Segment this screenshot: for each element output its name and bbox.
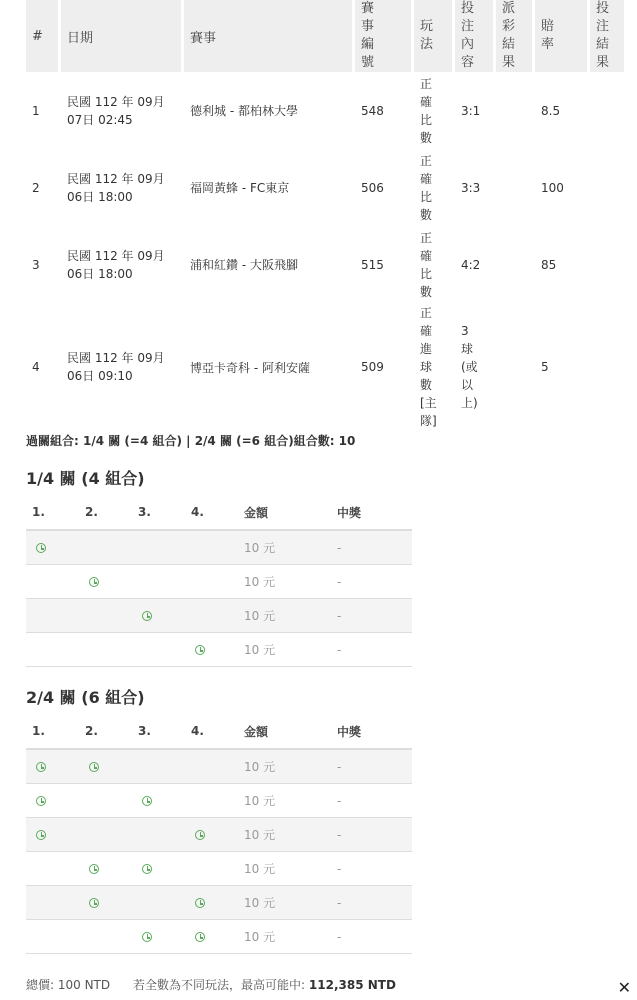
bet-play (414, 149, 452, 226)
combo-row (26, 852, 412, 886)
bet-date-line1: 民國 112 年 09月 (67, 351, 165, 365)
combo-leg-2 (79, 530, 132, 565)
combo-leg-2 (79, 852, 132, 886)
combo-leg-3 (132, 818, 185, 852)
combo-amount: 10 元 (238, 599, 331, 633)
bet-result (590, 226, 624, 303)
section-title-2of4: 2/4 關 (6 組合) (26, 688, 145, 707)
combo-leg-2 (79, 565, 132, 599)
bets-table (23, 0, 627, 431)
combo-leg-3 (132, 565, 185, 599)
col-bet-content (455, 0, 493, 72)
clock-icon (89, 864, 99, 874)
bet-date-line1: 民國 112 年 09月 (67, 248, 165, 263)
col-match: 賽事 (184, 0, 352, 72)
bet-content (455, 72, 493, 149)
clock-icon (195, 932, 205, 942)
combo-leg-1 (26, 530, 79, 565)
combo-leg-3 (132, 633, 185, 667)
bet-payout (496, 303, 532, 431)
bet-content-text: 4:2 (461, 257, 481, 272)
clock-icon (142, 611, 152, 621)
clock-icon (36, 796, 46, 806)
section-title-1of4: 1/4 關 (4 組合) (26, 469, 145, 488)
combo-leg-3 (132, 852, 185, 886)
combo-leg-1 (26, 749, 79, 784)
bet-content (455, 226, 493, 303)
bet-odds: 85 (541, 257, 557, 272)
bet-date (61, 226, 181, 303)
bet-date-line1: 民國 112 年 09月 (67, 94, 165, 109)
combo-row (26, 633, 412, 667)
col-match-no-label: 賽事編號 (361, 1, 375, 70)
bet-match: 福岡黃蜂 - FC東京 (190, 181, 290, 195)
bet-row (26, 149, 624, 226)
combo-col-2: 2. (79, 714, 132, 749)
clock-icon (195, 830, 205, 840)
bet-num: 4 (32, 360, 40, 374)
combo-win: - (331, 784, 412, 818)
bet-odds: 8.5 (541, 103, 561, 118)
bet-num: 3 (32, 257, 40, 272)
combo-col-amount: 金額 (238, 714, 331, 749)
bet-payout (496, 226, 532, 303)
combo-leg-3 (132, 599, 185, 633)
bet-row (26, 72, 624, 149)
combo-leg-1 (26, 599, 79, 633)
combo-header-row (26, 714, 412, 749)
summary-footer (26, 976, 396, 993)
bet-date-line2: 06日 18:00 (67, 266, 133, 281)
combo-body-2of4 (26, 749, 412, 954)
combo-leg-4 (185, 530, 238, 565)
close-icon[interactable]: ✕ (617, 978, 631, 997)
combo-win: - (331, 886, 412, 920)
combo-leg-4 (185, 565, 238, 599)
combo-amount: 10 元 (238, 749, 331, 784)
bet-result (590, 149, 624, 226)
col-bet-result (590, 0, 624, 72)
col-date: 日期 (61, 0, 181, 72)
combo-leg-1 (26, 852, 79, 886)
combo-summary: 過關組合: 1/4 關 (=4 組合) | 2/4 關 (=6 組合)組合數: 10 (26, 434, 356, 448)
combo-col-4: 4. (185, 495, 238, 530)
combo-table-1of4 (26, 495, 412, 667)
combo-leg-3 (132, 920, 185, 954)
combo-leg-3 (132, 784, 185, 818)
bets-header-row (26, 0, 624, 72)
bet-play-text: 正確比數 (420, 153, 433, 222)
bet-num: 1 (32, 103, 40, 118)
clock-icon (195, 645, 205, 655)
col-odds-label: 賠率 (541, 19, 555, 52)
combo-col-2: 2. (79, 495, 132, 530)
combo-leg-1 (26, 886, 79, 920)
bet-play (414, 72, 452, 149)
col-bet-result-label: 投注結果 (596, 1, 610, 70)
bet-content (455, 303, 493, 431)
bet-date-line2: 06日 09:10 (67, 369, 133, 383)
combo-leg-4 (185, 599, 238, 633)
combo-amount: 10 元 (238, 530, 331, 565)
combo-row (26, 886, 412, 920)
combo-win: - (331, 633, 412, 667)
clock-icon (36, 543, 46, 553)
bet-play-text: 正確比數 (420, 230, 433, 299)
combo-amount: 10 元 (238, 818, 331, 852)
combo-col-amount: 金額 (238, 495, 331, 530)
clock-icon (89, 762, 99, 772)
bet-match-no: 509 (361, 360, 384, 374)
combo-amount: 10 元 (238, 633, 331, 667)
bet-num: 2 (32, 180, 40, 195)
combo-col-3: 3. (132, 714, 185, 749)
bet-play-text: 正確比數 (420, 76, 433, 145)
bet-date (61, 303, 181, 431)
col-play-label: 玩法 (420, 19, 434, 52)
max-win-note: 若全數為不同玩法，最高可能中: (133, 978, 306, 992)
combo-win: - (331, 749, 412, 784)
combo-win: - (331, 530, 412, 565)
bet-payout (496, 149, 532, 226)
combo-col-4: 4. (185, 714, 238, 749)
combo-table-2of4 (26, 714, 412, 954)
total-price: 總價: 100 NTD (26, 978, 111, 992)
clock-icon (89, 898, 99, 908)
combo-win: - (331, 599, 412, 633)
combo-row (26, 920, 412, 954)
bet-date (61, 149, 181, 226)
combo-row (26, 749, 412, 784)
combo-leg-2 (79, 818, 132, 852)
clock-icon (36, 762, 46, 772)
combo-leg-4 (185, 749, 238, 784)
col-bet-content-label: 投注內容 (461, 1, 475, 70)
bet-match-no: 506 (361, 180, 384, 195)
bet-date-line2: 07日 02:45 (67, 112, 133, 127)
bet-row (26, 303, 624, 431)
combo-row (26, 784, 412, 818)
combo-leg-2 (79, 749, 132, 784)
combo-col-3: 3. (132, 495, 185, 530)
combo-col-win: 中獎 (331, 495, 412, 530)
bet-odds: 5 (541, 360, 549, 374)
bet-match-no: 515 (361, 257, 384, 272)
bet-play-text: 正確進球數[主隊] (420, 306, 437, 428)
bet-match-no: 548 (361, 103, 384, 118)
combo-body-1of4 (26, 530, 412, 667)
combo-leg-4 (185, 784, 238, 818)
combo-leg-4 (185, 633, 238, 667)
combo-amount: 10 元 (238, 920, 331, 954)
bet-date (61, 72, 181, 149)
combo-leg-3 (132, 749, 185, 784)
combo-row (26, 565, 412, 599)
combo-leg-2 (79, 886, 132, 920)
col-payout-result-label: 派彩結果 (502, 1, 516, 70)
bet-date-line2: 06日 18:00 (67, 189, 133, 204)
combo-leg-1 (26, 818, 79, 852)
clock-icon (36, 830, 46, 840)
combo-leg-3 (132, 530, 185, 565)
combo-win: - (331, 818, 412, 852)
combo-col-1: 1. (26, 714, 79, 749)
clock-icon (89, 577, 99, 587)
col-play (414, 0, 452, 72)
combo-col-1: 1. (26, 495, 79, 530)
combo-win: - (331, 852, 412, 886)
combo-win: - (331, 920, 412, 954)
bet-play (414, 226, 452, 303)
combo-header-row (26, 495, 412, 530)
combo-leg-3 (132, 886, 185, 920)
bet-match: 德利城 - 都柏林大學 (190, 104, 298, 118)
combo-leg-1 (26, 565, 79, 599)
clock-icon (195, 898, 205, 908)
clock-icon (142, 796, 152, 806)
col-payout-result (496, 0, 532, 72)
combo-amount: 10 元 (238, 852, 331, 886)
bet-row (26, 226, 624, 303)
bet-detail-panel (26, 0, 622, 992)
col-num: # (26, 0, 58, 72)
bet-match: 浦和紅鑽 - 大阪飛腳 (190, 258, 298, 272)
combo-amount: 10 元 (238, 565, 331, 599)
combo-win: - (331, 565, 412, 599)
bet-odds: 100 (541, 180, 564, 195)
combo-row (26, 599, 412, 633)
combo-amount: 10 元 (238, 886, 331, 920)
col-match-no (355, 0, 411, 72)
combo-leg-4 (185, 920, 238, 954)
bet-match: 博亞卡奇科 - 阿利安薩 (190, 360, 310, 375)
bet-play (414, 303, 452, 431)
combo-leg-4 (185, 852, 238, 886)
bet-content-text: 3:1 (461, 103, 481, 118)
combo-row (26, 818, 412, 852)
combo-amount: 10 元 (238, 784, 331, 818)
combo-leg-1 (26, 784, 79, 818)
combo-row (26, 530, 412, 565)
bet-result (590, 72, 624, 149)
bet-content-text: 3球(或以上) (461, 324, 478, 410)
combo-leg-2 (79, 920, 132, 954)
combo-leg-2 (79, 633, 132, 667)
bet-content-text: 3:3 (461, 180, 481, 195)
max-win-amount: 112,385 NTD (308, 978, 396, 992)
combo-leg-2 (79, 784, 132, 818)
combo-leg-2 (79, 599, 132, 633)
col-odds (535, 0, 587, 72)
bet-date-line1: 民國 112 年 09月 (67, 171, 165, 186)
bet-content (455, 149, 493, 226)
bet-payout (496, 72, 532, 149)
combo-leg-1 (26, 920, 79, 954)
combo-leg-1 (26, 633, 79, 667)
combo-leg-4 (185, 886, 238, 920)
combo-leg-4 (185, 818, 238, 852)
clock-icon (142, 864, 152, 874)
bet-result (590, 303, 624, 431)
combo-col-win: 中獎 (331, 714, 412, 749)
clock-icon (142, 932, 152, 942)
